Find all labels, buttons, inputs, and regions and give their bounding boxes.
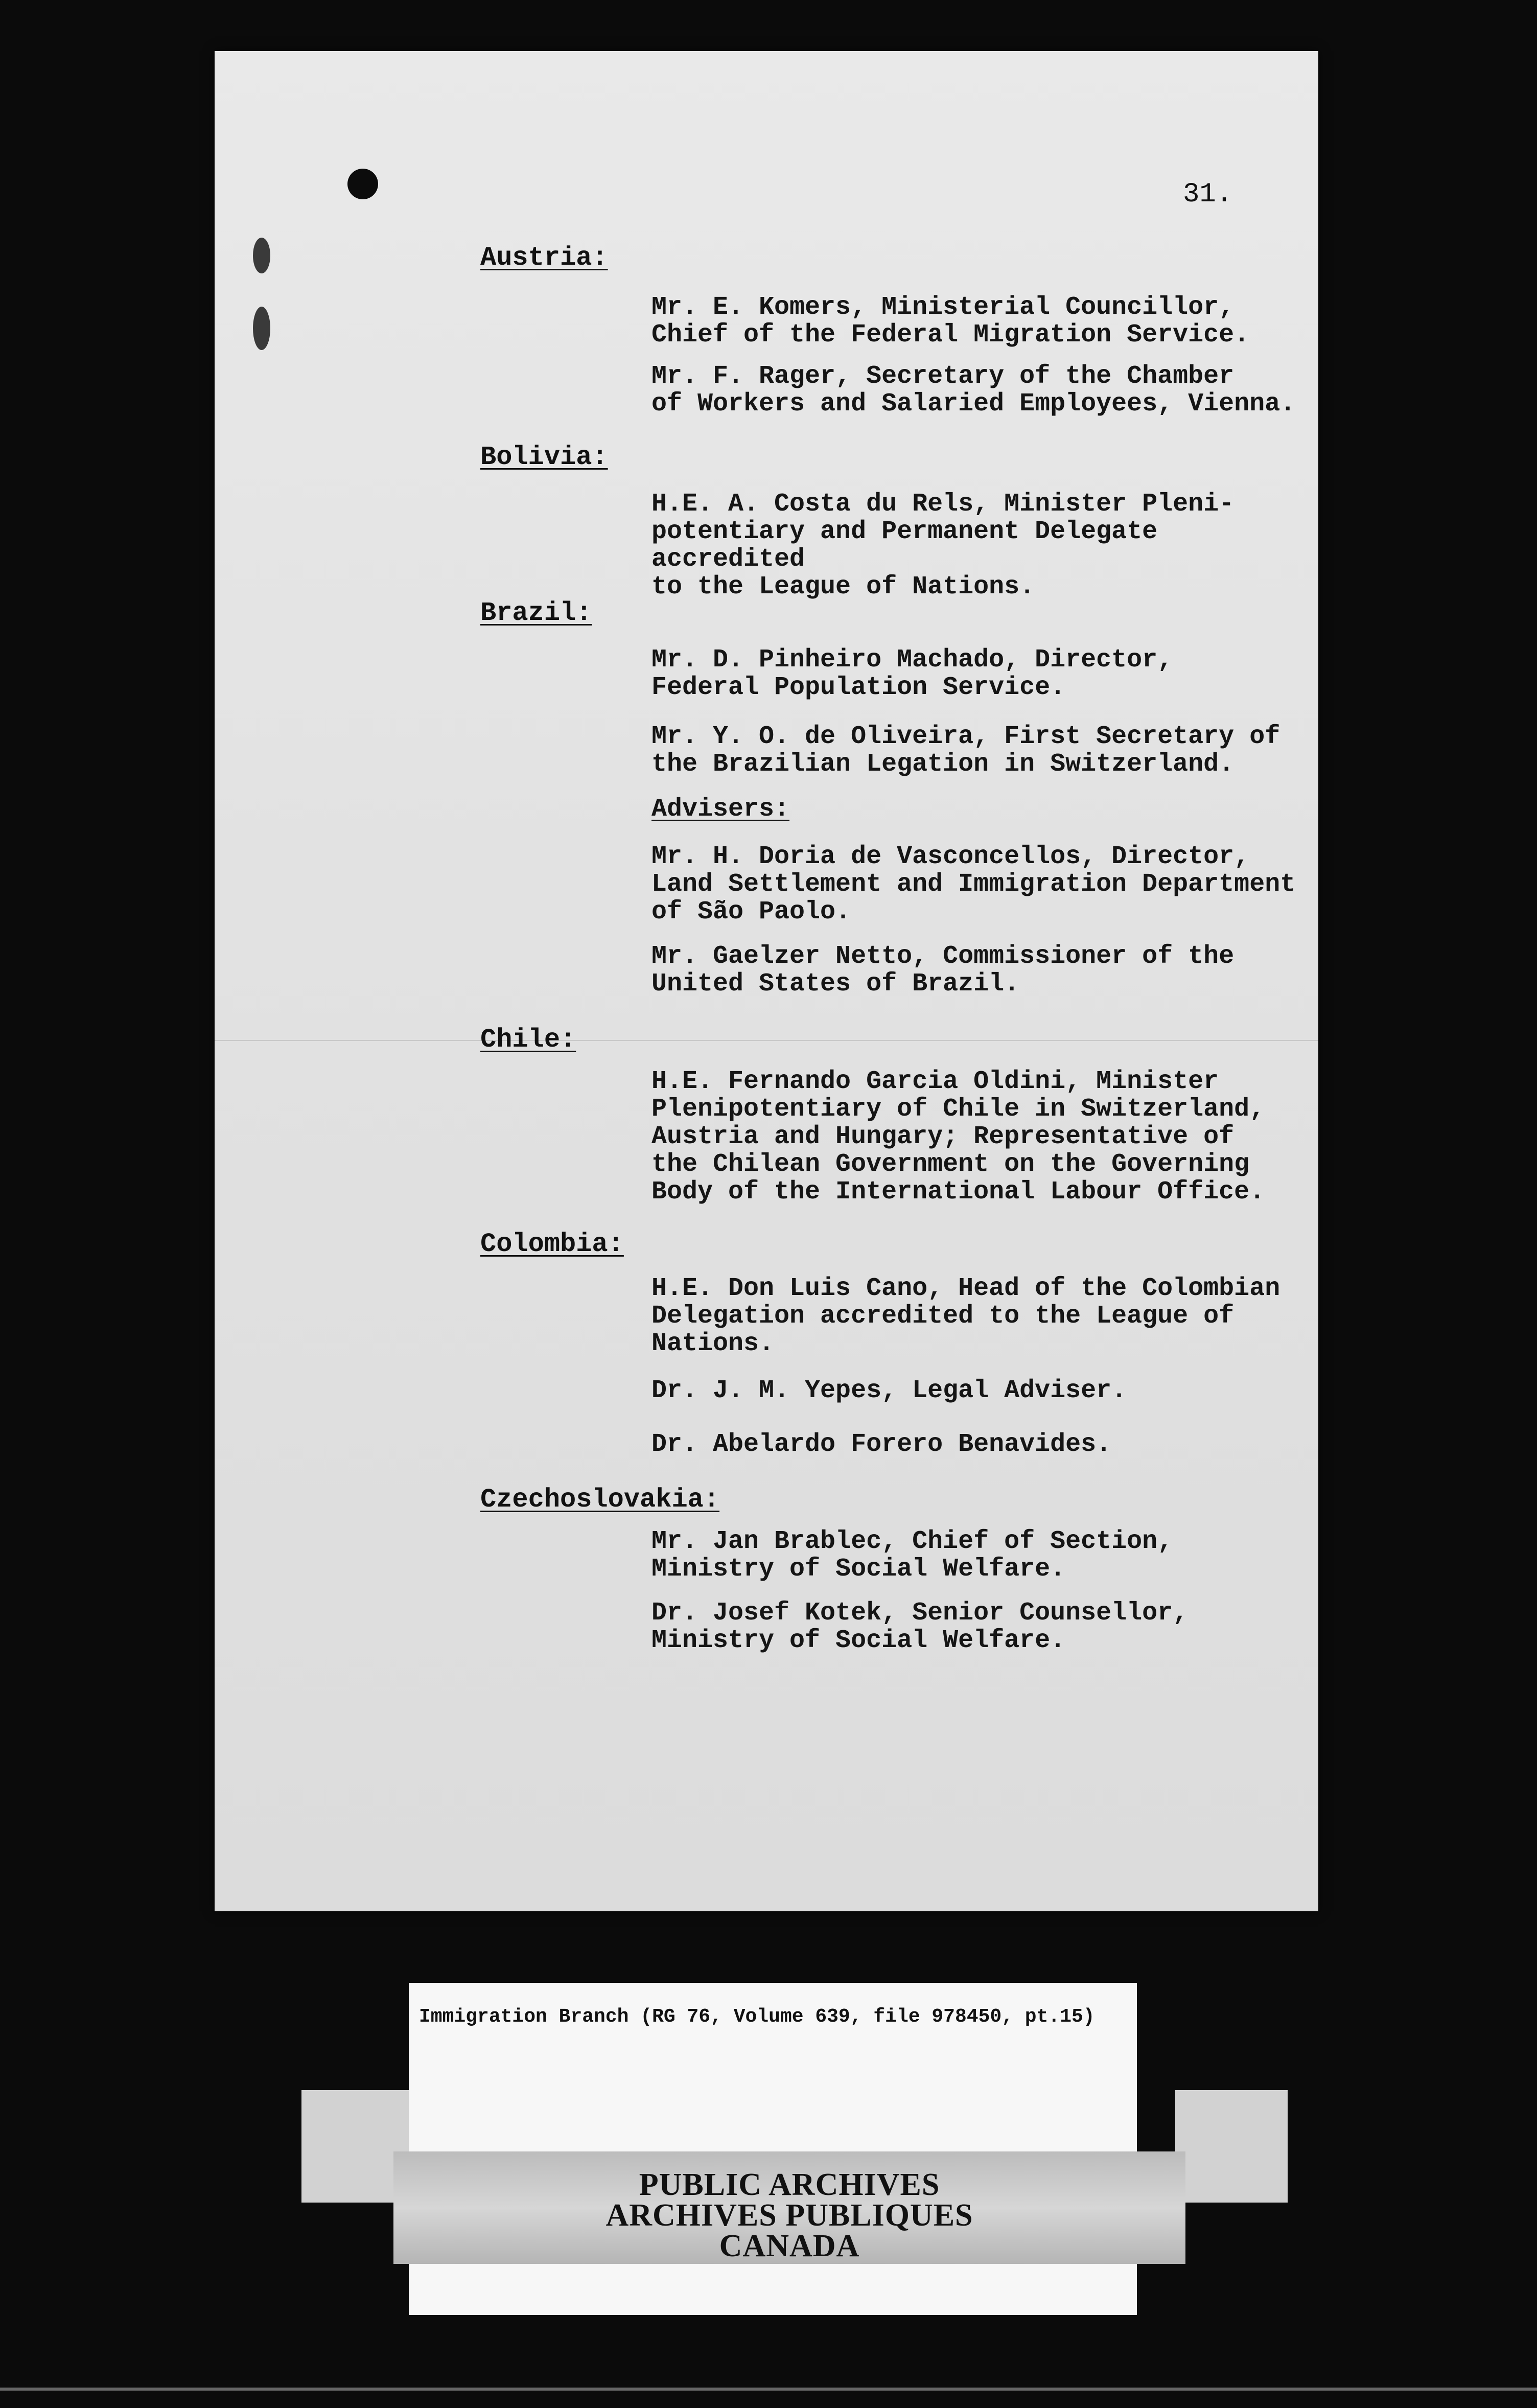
punch-hole xyxy=(253,307,270,350)
delegate-entry: Dr. J. M. Yepes, Legal Adviser. xyxy=(651,1376,1127,1405)
archive-reference: Immigration Branch (RG 76, Volume 639, file 978450, pt.15) xyxy=(419,2006,1095,2028)
country-heading-bolivia: Bolivia: xyxy=(480,442,608,472)
film-edge xyxy=(0,2388,1537,2391)
delegate-entry: Dr. Abelardo Forero Benavides. xyxy=(651,1430,1112,1459)
country-heading-colombia: Colombia: xyxy=(480,1229,624,1259)
delegate-entry: Mr. Jan Brablec, Chief of Section, Ministry of Social Welfare. xyxy=(651,1527,1173,1584)
delegate-entry: Mr. Y. O. de Oliveira, First Secretary of the Brazilian Legation in Switzerland. xyxy=(651,722,1280,779)
delegate-entry: Dr. Josef Kotek, Senior Counsellor, Ministry of Social Welfare. xyxy=(651,1599,1189,1655)
stamp-line: CANADA xyxy=(719,2229,860,2263)
stamp-line: ARCHIVES PUBLIQUES xyxy=(606,2198,973,2233)
advisers-heading: Advisers: xyxy=(651,795,790,824)
punch-hole xyxy=(253,238,270,273)
archive-label-card xyxy=(409,1983,1137,2315)
stamp-line: PUBLIC ARCHIVES xyxy=(639,2167,940,2202)
delegate-entry: Mr. D. Pinheiro Machado, Director, Federal Population Service. xyxy=(651,645,1173,702)
adviser-entry: Mr. H. Doria de Vasconcellos, Director, Land Settlement and Immigration Department of São Paolo. xyxy=(651,842,1296,927)
tape-end xyxy=(1175,2090,1288,2203)
delegate-entry: H.E. Fernando Garcia Oldini, Minister Plenipotentiary of Chile in Switzerland, Austria and Hungary; Representative of the Chilean Government on the Governing Body of the International Labour Office. xyxy=(651,1067,1265,1207)
page-number: 31. xyxy=(1183,179,1233,210)
delegate-entry: Mr. E. Komers, Ministerial Councillor, Chief of the Federal Migration Service. xyxy=(651,293,1250,350)
country-heading-brazil: Brazil: xyxy=(480,598,592,628)
country-heading-austria: Austria: xyxy=(480,243,608,273)
page-fold-line xyxy=(215,1040,1318,1041)
adviser-entry: Mr. Gaelzer Netto, Commissioner of the United States of Brazil. xyxy=(651,942,1235,999)
delegate-entry: H.E. Don Luis Cano, Head of the Colombian Delegation accredited to the League of Nations. xyxy=(651,1274,1280,1358)
country-heading-chile: Chile: xyxy=(480,1025,576,1055)
delegate-entry: Mr. F. Rager, Secretary of the Chamber of Workers and Salaried Employees, Vienna. xyxy=(651,362,1296,419)
delegate-entry: H.E. A. Costa du Rels, Minister Pleni- potentiary and Permanent Delegate accredited to the League of Nations. xyxy=(651,490,1235,601)
punch-hole xyxy=(347,169,378,199)
country-heading-czechoslovakia: Czechoslovakia: xyxy=(480,1485,720,1515)
